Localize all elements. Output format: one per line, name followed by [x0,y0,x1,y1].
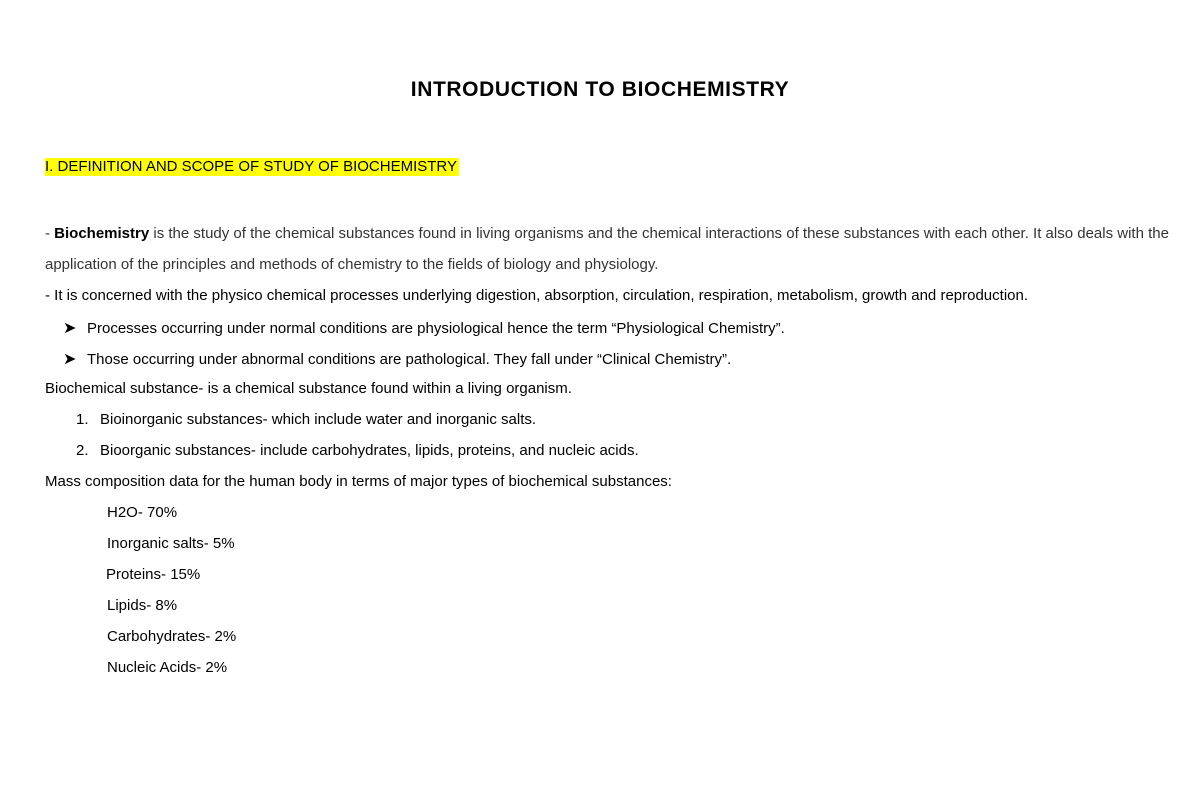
definition-text-1: is the study of the chemical substances found in living organisms and the chemical interactions of these substances with each other. It also deals with the [149,225,1169,242]
composition-item: Proteins- 15% [106,566,201,583]
list-item-text: Bioinorganic substances- which include water and inorganic salts. [100,411,537,428]
list-number: 1. [76,411,89,428]
bullet-text: Those occurring under abnormal conditions are pathological. They fall under “Clinical Chemistry”. [87,351,732,368]
composition-item: Lipids- 8% [107,597,178,614]
list-item-text: Bioorganic substances- include carbohydrates, lipids, proteins, and nucleic acids. [100,442,639,459]
composition-item: Carbohydrates- 2% [107,628,237,645]
bullet-text: Processes occurring under normal conditions are physiological hence the term “Physiological Chemistry”. [87,320,785,337]
definition-prefix: - [45,225,55,242]
list-number: 2. [76,442,89,459]
arrowhead-bullet-icon: ➤ [63,320,77,337]
definition-line-2: application of the principles and methods of chemistry to the fields of biology and physiology. [45,256,659,273]
biochemical-substance-definition: Biochemical substance- is a chemical substance found within a living organism. [45,380,572,397]
bullet-item [63,318,785,338]
mass-composition-intro: Mass composition data for the human body in terms of major types of biochemical substances: [45,473,672,490]
arrowhead-bullet-icon: ➤ [63,351,77,368]
document-title: INTRODUCTION TO BIOCHEMISTRY [410,78,790,101]
concern-line: - It is concerned with the physico chemical processes underlying digestion, absorption, circulation, respiration, metabolism, growth and reproduction. [45,287,1028,304]
composition-item: Nucleic Acids- 2% [107,659,228,676]
bullet-item [63,349,731,369]
composition-item: H2O- 70% [107,504,178,521]
section-heading-highlighted: I. DEFINITION AND SCOPE OF STUDY OF BIOCHEMISTRY [45,158,457,175]
definition-term: Biochemistry [54,225,150,242]
numbered-list-item [76,411,536,428]
numbered-list-item [76,442,639,459]
definition-line-1 [45,225,1169,242]
composition-item: Inorganic salts- 5% [107,535,235,552]
